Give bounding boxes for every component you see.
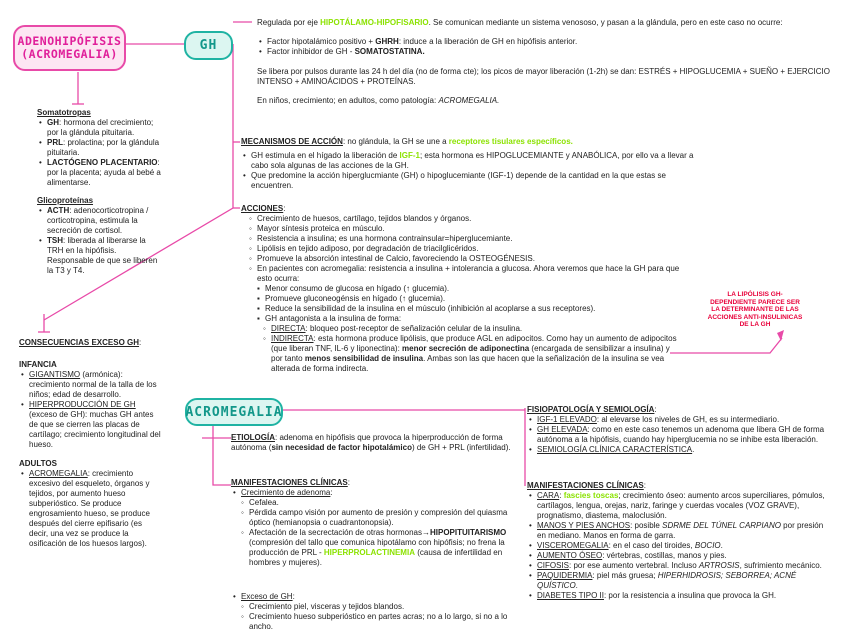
factor-list (257, 37, 837, 57)
mecanismo-item: • Que predomine la acción hiperglucmiante (GH) o hipoglucemiante (IGF-1) depende de la cantidad en la que estas se encuentren. (251, 171, 701, 191)
manifestacion-item: • CIFOSIS: por ese aumento vertebral. Incluso ARTROSIS, sufrimiento mecánico. (537, 561, 832, 571)
infancia-heading: INFANCIA (19, 360, 57, 369)
exceso-item: • Exceso de GH: ◦ Crecimiento piel, visceras y tejidos blandos. ◦ Crecimiento hueso subperióstico en partes acras; no a lo largo, si no a lo ancho. (241, 592, 521, 632)
adultos-heading: ADULTOS (19, 459, 57, 468)
mecanismo-item: • GH estimula en el hígado la liberación de IGF-1; esta hormona es HIPOGLUCEMIANTE y ANABÓLICA, por ello va a llevar a cabo sola algunas de las acciones de la GH. (251, 151, 701, 171)
manifestaciones2-list (527, 491, 832, 601)
crecimiento-subitem: ◦ Pérdida campo visión por aumento de presión y compresión del quiasma óptico (hemianopsia o cuadrantonopsia). (249, 508, 521, 528)
hormone-item: • TSH: liberada al liberarse la TRH en la hipófisis. Responsable de que se liberen la T3 y T4. (47, 236, 163, 276)
indirecta-item: ◦ INDIRECTA: esta hormona produce lipólisis, que produce AGL en adipocitos. Como hay un aumento de adipocitos (que liberan TNF, IL-6 y liponectina): menor secreción de adiponectina (encargada de sensibilizar a insulina) y por tanto menos sensibilidad de insulina. Ambas son las que hacen que la señalización de la insulina se vea alterada de forma indirecta. (271, 334, 681, 374)
etiologia-section: ETIOLOGÍA: adenoma en hipófisis que provoca la hiperproducción de forma autónoma (sin necesidad de factor hipotalámico) de GH + PRL (infertilidad). (231, 433, 511, 452)
manifestacion-item: • DIABETES TIPO II: por la resistencia a insulina que provoca la GH. (537, 591, 832, 601)
pulsos-text: Se libera por pulsos durante las 24 h del día (no de forma cte); los picos de mayor liberación (1-2h) se dan: ESTRÉS + HIPOGLUCEMIA + SUEÑO + EJERCICIO INTENSO + AMINOÁCIDOS + PROTEÍNAS. (257, 67, 830, 86)
fisiopatologia-title: FISIOPATOLOGÍA Y SEMIOLOGÍA (527, 405, 655, 414)
crecimiento-item: • Crecimiento de adenoma: ◦ Cefalea. ◦ Pérdida campo visión por aumento de presión y compresión del quiasma óptico (hemianopsia o cuadrantonopsia). ◦ Afectación de la secrectación de otras hormonas→HIPOPITUITARISMO (compresión del tallo que comunica hipotálamo con hipófisis; no frena la producción de PRL - HIPERPROLACTINEMIA (causa de infertilidad en hombres y mujeres). (241, 488, 521, 568)
factor-item: • Factor hipotalámico positivo + GHRH: induce a la liberación de GH en hipófisis anterior. (267, 37, 837, 47)
etiologia-title: ETIOLOGÍA (231, 433, 275, 442)
hormone-item: • LACTÓGENO PLACENTARIO: por la placenta; ayuda al bebé a alimentarse. (47, 158, 163, 188)
manifestacion-item: • AUMENTO ÓSEO: vértebras, costillas, manos y pies. (537, 551, 832, 561)
consecuencias-title: CONSECUENCIAS EXCESO GH (19, 338, 140, 347)
consecuencia-item: • HIPERPRODUCCIÓN DE GH (exceso de GH): muchas GH antes de que se cierren las placas de cartílago; crecimiento longitudinal del hueso. (29, 400, 161, 450)
accion-subitem: ▪ Reduce la sensibilidad de la insulina en el músculo (inhibición al acoplarse a sus receptores). (265, 304, 681, 314)
acciones-list (241, 214, 681, 284)
exceso-subitem: ◦ Crecimiento hueso subperióstico en partes acras; no a lo largo, si no a lo ancho. (249, 612, 521, 632)
directa-item: ◦ DIRECTA: bloqueo post-receptor de señalización celular de la insulina. (271, 324, 681, 334)
title-pill (13, 25, 126, 71)
red-note-arrow (777, 330, 784, 341)
hormone-item: • PRL: prolactina; por la glándula pituitaria. (47, 138, 163, 158)
manifestaciones2-section: MANIFESTACIONES CLÍNICAS: • CARA: fascies toscas; crecimiento óseo: aumento arcos superciliares, pómulos, cartílagos, lengua, orejas, nariz, faringe y cuerdas vocales (VOZ GRAVE), prognatismo, diastema, maloclusión. • MANOS Y PIES ANCHOS: posible SDRME DEL TÚNEL CARPIANO por presión en mediano. Manos en forma de garra. • VISCEROMEGALIA: en el caso del tiroides, BOCIO. • AUMENTO ÓSEO: vértebras, costillas, manos y pies. • CIFOSIS: por ese aumento vertebral. Incluso ARTROSIS, sufrimiento mecánico. • PAQUIDERMIA: piel más gruesa; HIPERHIDROSIS; SEBORREA; ACNÉ QUÍSTICO. • DIABETES TIPO II: por la resistencia a insulina que provoca la GH. (527, 481, 832, 601)
hormone-item: • ACTH: adenocorticotropina / corticotropina, estimula la secreción de cortisol. (47, 206, 163, 236)
factor-item: • Factor inhibidor de GH - SOMATOSTATINA. (267, 47, 837, 57)
gh-pill: GH (184, 31, 233, 60)
accion-item: ◦ Lipólisis en tejido adiposo, por degradación de triacilglicéridos. (257, 244, 681, 254)
acciones-section: ACCIONES: ◦ Crecimiento de huesos, cartílago, tejidos blandos y órganos. ◦ Mayor síntesis proteica en músculo. ◦ Resistencia a insulina; es una hormona contrainsular=hiperglucemiante. ◦ Lipólisis en tejido adiposo, por degradación de triacilglicéridos. ◦ Promueve la absorción intestinal de Calcio, favoreciendo la OSTEOGÉNESIS. ◦ En pacientes con acromegalia: resistencia a insulina + intolerancia a glucosa. Ahora veremos que hace la GH para que esto ocurra: ▪ Menor consumo de glucosa en hígado (↑ glucemia). ▪ Promueve gluconeogénsis en hígado (↑ glucemia). ▪ Reduce la sensibilidad de la insulina en el músculo (inhibición al acoplarse a sus receptores). ▪ GH antagonista a la insulina de forma: ◦ DIRECTA: bloqueo post-receptor de señalización celular de la insulina. ◦ INDIRECTA: esta hormona produce lipólisis, que produce AGL en adipocitos. Como hay un aumento de adipocitos (que liberan TNF, IL-6 y liponectina): menor secreción de adiponectina (encargada de sensibilizar a insulina) y por tanto menos sensibilidad de insulina. Ambas son las que hacen que la señalización de la insulina se vea alterada de forma indirecta. (241, 204, 681, 374)
glicoproteinas-title: Glicoproteínas (37, 196, 94, 205)
consecuencia-item: • ACROMEGALIA: crecimiento excesivo del esqueleto, órganos y tejidos, por aumento hueso subperióstico. Se produce engrosamiento hueso, se produce después del cierre epifisario (es decir, una vez se produce la osificación de los huesos largos). (29, 469, 161, 549)
gh-regulation: Regulada por eje HIPOTÁLAMO-HIPOFISARIO. Se comunican mediante un sistema venososo, y pasan a la glándula, pero en este caso no ocurre: • Factor hipotalámico positivo + GHRH: induce a la liberación de GH en hipófisis anterior. • Factor inhibidor de GH - SOMATOSTATINA. Se libera por pulsos durante las 24 h del día (no de forma cte); los picos de mayor liberación (1-2h) se dan: ESTRÉS + HIPOGLUCEMIA + SUEÑO + EJERCICIO INTENSO + AMINOÁCIDOS + PROTEÍNAS. En niños, crecimiento; en adultos, como patología: ACROMEGALIA. (257, 18, 837, 106)
acciones-sublist (241, 284, 681, 324)
somatotropas-title: Somatotropas (37, 108, 91, 117)
eje-highlight: HIPOTÁLAMO-HIPOFISARIO (320, 18, 429, 27)
manifestaciones-section: MANIFESTACIONES CLÍNICAS: • Crecimiento de adenoma: ◦ Cefalea. ◦ Pérdida campo visión por aumento de presión y compresión del quiasma óptico (hemianopsia o cuadrantonopsia). ◦ Afectación de la secrectación de otras hormonas→HIPOPITUITARISMO (compresión del tallo que comunica hipotálamo con hipófisis; no frena la producción de PRL - HIPERPROLACTINEMIA (causa de infertilidad en hombres y mujeres). (231, 478, 521, 568)
manifestacion-item: • PAQUIDERMIA: piel más gruesa; HIPERHIDROSIS; SEBORREA; ACNÉ QUÍSTICO. (537, 571, 832, 591)
somatotropas-list (37, 118, 163, 188)
accion-item: ◦ En pacientes con acromegalia: resistencia a insulina + intolerancia a glucosa. Ahora veremos que hace la GH para que esto ocurra: (257, 264, 681, 284)
fisio-item: • GH ELEVADA: como en este caso tenemos un adenoma que libera GH de forma autónoma a la hipófisis, cuando hay hiperglucemia no se inhibe esta liberación. (537, 425, 827, 445)
glicoproteinas-section (37, 196, 163, 276)
mecanismos-title: MECANISMOS DE ACCIÓN (241, 137, 343, 146)
line-note (670, 338, 782, 353)
fisio-item: • SEMIOLOGÍA CLÍNICA CARACTERÍSTICA. (537, 445, 827, 455)
manifestacion-item: • VISCEROMEGALIA: en el caso del tiroides, BOCIO. (537, 541, 832, 551)
accion-item: ◦ Crecimiento de huesos, cartílago, tejidos blandos y órganos. (257, 214, 681, 224)
acromegalia-pill: ACROMEGALIA (185, 398, 283, 426)
accion-subitem: ▪ Promueve gluconeogénsis en hígado (↑ glucemia). (265, 294, 681, 304)
infancia-list (19, 370, 161, 450)
exceso-subitem: ◦ Crecimiento piel, visceras y tejidos blandos. (249, 602, 521, 612)
line-acro-down (213, 423, 231, 485)
adultos-list (19, 469, 161, 549)
manifestaciones-list (231, 488, 521, 568)
accion-subitem: ▪ GH antagonista a la insulina de forma: (265, 314, 681, 324)
crecimiento-subitem: ◦ Cefalea. (249, 498, 521, 508)
accion-subitem: ▪ Menor consumo de glucosa en hígado (↑ glucemia). (265, 284, 681, 294)
mecanismos-section: MECANISMOS DE ACCIÓN: no glándula, la GH se une a receptores tisulares específicos. • GH estimula en el hígado la liberación de IGF-1; esta hormona es HIPOGLUCEMIANTE y ANABÓLICA, por ello va a llevar a cabo sola algunas de las acciones de la GH. • Que predomine la acción hiperglucmiante (GH) o hipoglucemiante (IGF-1) depende de la cantidad en la que estas se encuentren. (241, 137, 701, 191)
accion-item: ◦ Mayor síntesis proteica en músculo. (257, 224, 681, 234)
title-line-2: (ACROMEGALIA) (21, 47, 118, 61)
accion-item: ◦ Promueve la absorción intestinal de Calcio, favoreciendo la OSTEOGÉNESIS. (257, 254, 681, 264)
manifestaciones-title: MANIFESTACIONES CLÍNICAS (231, 478, 348, 487)
fisiopatologia-list (527, 415, 827, 455)
manifestacion-item: • MANOS Y PIES ANCHOS: posible SDRME DEL TÚNEL CARPIANO por presión en mediano. Manos en forma de garra. (537, 521, 832, 541)
glicoproteinas-list (37, 206, 163, 276)
mecanismos-list (241, 151, 701, 191)
title-line-1: ADENOHIPÓFISIS (17, 34, 122, 48)
exceso-list (241, 602, 521, 632)
insulin-antagonism-list (241, 324, 681, 374)
manifestacion-item: • CARA: fascies toscas; crecimiento óseo: aumento arcos superciliares, pómulos, cartílagos, lengua, orejas, nariz, faringe y cuerdas vocales (VOZ GRAVE), prognatismo, diastema, maloclusión. (537, 491, 832, 521)
exceso-outer (231, 592, 521, 632)
crecimiento-subitem: ◦ Afectación de la secrectación de otras hormonas→HIPOPITUITARISMO (compresión del tallo que comunica hipotálamo con hipófisis; no frena la producción de PRL - HIPERPROLACTINEMIA (causa de infertilidad en hombres y mujeres). (249, 528, 521, 568)
accion-item: ◦ Resistencia a insulina; es una hormona contrainsular=hiperglucemiante. (257, 234, 681, 244)
manifestaciones2-title: MANIFESTACIONES CLÍNICAS (527, 481, 644, 490)
exceso-section (231, 592, 521, 632)
fisio-item: • IGF-1 ELEVADO: al elevarse los niveles de GH, es su intermediario. (537, 415, 827, 425)
hormone-item: • GH: hormona del crecimiento; por la glándula pituitaria. (47, 118, 163, 138)
fisiopatologia-section: FISIOPATOLOGÍA Y SEMIOLOGÍA: • IGF-1 ELEVADO: al elevarse los niveles de GH, es su intermediario. • GH ELEVADA: como en este caso tenemos un adenoma que libera GH de forma autónoma a la hipófisis, cuando hay hiperglucemia no se inhibe esta liberación. • SEMIOLOGÍA CLÍNICA CARACTERÍSTICA. (527, 405, 827, 455)
lipolisis-note: LA LIPÓLISIS GH-DEPENDIENTE PARECE SER LA DETERMINANTE DE LAS ACCIONES ANTI-INSULINICAS DE LA GH (707, 291, 803, 328)
somatotropas-section (37, 108, 163, 188)
consecuencias-section: CONSECUENCIAS EXCESO GH: INFANCIA • GIGANTISMO (armónica): crecimiento normal de la talla de los niños; edad de desarrollo. • HIPERPRODUCCIÓN DE GH (exceso de GH): muchas GH antes de que se cierren las placas de cartílago; crecimiento longitudinal del hueso. ADULTOS • ACROMEGALIA: crecimiento excesivo del esqueleto, órganos y tejidos, por aumento hueso subperióstico. Se produce engrosamiento hueso, se produce después del cierre epifisario (es decir, una vez se produce la osificación de los huesos largos). (19, 338, 161, 549)
acciones-title: ACCIONES (241, 204, 284, 213)
consecuencia-item: • GIGANTISMO (armónica): crecimiento normal de la talla de los niños; edad de desarrollo. (29, 370, 161, 400)
crecimiento-list (241, 498, 521, 568)
